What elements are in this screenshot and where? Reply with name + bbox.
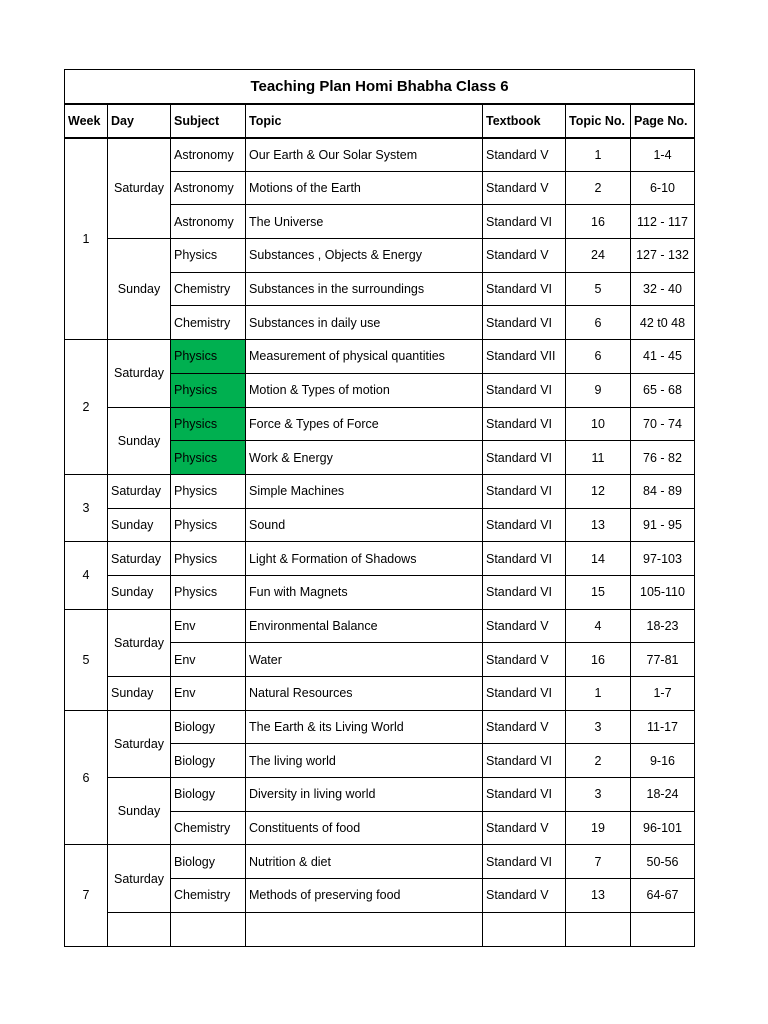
topic-cell: Force & Types of Force: [246, 407, 483, 441]
textbook-cell: Standard VI: [483, 205, 566, 239]
textbook-cell: Standard VI: [483, 407, 566, 441]
topic-no-cell: 9: [566, 373, 631, 407]
subject-cell: Biology: [171, 710, 246, 744]
page-no-cell: 112 - 117: [631, 205, 695, 239]
topic-no-cell: 16: [566, 643, 631, 677]
textbook-cell: Standard V: [483, 138, 566, 172]
topic-no-cell: [566, 912, 631, 946]
topic-cell: Constituents of food: [246, 811, 483, 845]
subject-cell: Physics: [171, 508, 246, 542]
table-row: [65, 407, 695, 441]
topic-cell: Substances in daily use: [246, 306, 483, 340]
textbook-cell: Standard V: [483, 710, 566, 744]
subject-cell: Chemistry: [171, 811, 246, 845]
topic-no-cell: 7: [566, 845, 631, 879]
textbook-cell: Standard VI: [483, 677, 566, 711]
day-cell: Saturday: [108, 474, 171, 508]
topic-no-cell: 2: [566, 744, 631, 778]
page-no-cell: 64-67: [631, 879, 695, 913]
topic-no-cell: 6: [566, 306, 631, 340]
table-row: [65, 138, 695, 172]
table-row: [65, 912, 695, 946]
subject-cell: Physics: [171, 575, 246, 609]
textbook-cell: Standard VI: [483, 441, 566, 475]
subject-cell: Physics: [171, 373, 246, 407]
textbook-cell: Standard V: [483, 609, 566, 643]
subject-cell: Chemistry: [171, 272, 246, 306]
header-day: Day: [108, 104, 171, 138]
topic-cell: Motion & Types of motion: [246, 373, 483, 407]
table-row: [65, 239, 695, 273]
page-no-cell: 76 - 82: [631, 441, 695, 475]
header-row: [65, 104, 695, 138]
topic-no-cell: 6: [566, 340, 631, 374]
table-row: [65, 845, 695, 879]
page-no-cell: 18-24: [631, 778, 695, 812]
topic-cell: Work & Energy: [246, 441, 483, 475]
topic-no-cell: 24: [566, 239, 631, 273]
table-row: [65, 609, 695, 643]
topic-no-cell: 16: [566, 205, 631, 239]
textbook-cell: Standard VII: [483, 340, 566, 374]
textbook-cell: Standard V: [483, 879, 566, 913]
day-cell: Sunday: [108, 508, 171, 542]
topic-cell: Simple Machines: [246, 474, 483, 508]
day-cell: Saturday: [108, 340, 171, 407]
header-textbook: Textbook: [483, 104, 566, 138]
table-body: [65, 138, 695, 947]
table-row: [65, 508, 695, 542]
textbook-cell: Standard VI: [483, 508, 566, 542]
textbook-cell: Standard VI: [483, 744, 566, 778]
day-cell: Saturday: [108, 609, 171, 676]
subject-cell: Chemistry: [171, 306, 246, 340]
subject-cell: Physics: [171, 340, 246, 374]
subject-cell: Env: [171, 609, 246, 643]
topic-cell: Measurement of physical quantities: [246, 340, 483, 374]
day-cell: Saturday: [108, 710, 171, 777]
page-no-cell: 6-10: [631, 171, 695, 205]
subject-cell: Physics: [171, 407, 246, 441]
page-no-cell: 77-81: [631, 643, 695, 677]
page-no-cell: 105-110: [631, 575, 695, 609]
subject-cell: [171, 912, 246, 946]
header-week: Week: [65, 104, 108, 138]
page-no-cell: 96-101: [631, 811, 695, 845]
subject-cell: Env: [171, 643, 246, 677]
day-cell: Sunday: [108, 778, 171, 845]
subject-cell: Chemistry: [171, 879, 246, 913]
subject-cell: Biology: [171, 778, 246, 812]
page-no-cell: 70 - 74: [631, 407, 695, 441]
topic-cell: Substances , Objects & Energy: [246, 239, 483, 273]
day-cell: [108, 912, 171, 946]
textbook-cell: Standard VI: [483, 474, 566, 508]
topic-no-cell: 15: [566, 575, 631, 609]
subject-cell: Physics: [171, 474, 246, 508]
topic-cell: The Earth & its Living World: [246, 710, 483, 744]
teaching-plan-table: [64, 69, 695, 947]
topic-cell: Water: [246, 643, 483, 677]
table-row: [65, 710, 695, 744]
topic-cell: Substances in the surroundings: [246, 272, 483, 306]
textbook-cell: Standard VI: [483, 306, 566, 340]
table-row: [65, 778, 695, 812]
table-title: Teaching Plan Homi Bhabha Class 6: [65, 70, 695, 104]
topic-cell: The Universe: [246, 205, 483, 239]
topic-cell: Environmental Balance: [246, 609, 483, 643]
day-cell: Sunday: [108, 239, 171, 340]
topic-no-cell: 5: [566, 272, 631, 306]
page-no-cell: [631, 912, 695, 946]
textbook-cell: Standard V: [483, 811, 566, 845]
topic-cell: Fun with Magnets: [246, 575, 483, 609]
page-no-cell: 91 - 95: [631, 508, 695, 542]
day-cell: Saturday: [108, 845, 171, 912]
textbook-cell: Standard VI: [483, 272, 566, 306]
subject-cell: Physics: [171, 441, 246, 475]
page-no-cell: 42 t0 48: [631, 306, 695, 340]
topic-no-cell: 12: [566, 474, 631, 508]
topic-cell: Sound: [246, 508, 483, 542]
page-no-cell: 18-23: [631, 609, 695, 643]
topic-no-cell: 13: [566, 508, 631, 542]
topic-no-cell: 13: [566, 879, 631, 913]
topic-no-cell: 10: [566, 407, 631, 441]
week-cell: 2: [65, 340, 108, 475]
page-no-cell: 65 - 68: [631, 373, 695, 407]
topic-cell: Light & Formation of Shadows: [246, 542, 483, 576]
week-cell: 3: [65, 474, 108, 541]
table-row: [65, 542, 695, 576]
page-no-cell: 1-7: [631, 677, 695, 711]
textbook-cell: Standard V: [483, 171, 566, 205]
textbook-cell: Standard VI: [483, 575, 566, 609]
table-row: [65, 340, 695, 374]
topic-cell: [246, 912, 483, 946]
header-page-no: Page No.: [631, 104, 695, 138]
week-cell: 6: [65, 710, 108, 845]
topic-no-cell: 3: [566, 710, 631, 744]
page-no-cell: 1-4: [631, 138, 695, 172]
header-topic-no: Topic No.: [566, 104, 631, 138]
page-no-cell: 41 - 45: [631, 340, 695, 374]
topic-no-cell: 4: [566, 609, 631, 643]
week-cell: 7: [65, 845, 108, 946]
topic-no-cell: 1: [566, 677, 631, 711]
topic-cell: Natural Resources: [246, 677, 483, 711]
week-cell: 5: [65, 609, 108, 710]
topic-cell: Methods of preserving food: [246, 879, 483, 913]
page-no-cell: 97-103: [631, 542, 695, 576]
textbook-cell: Standard VI: [483, 778, 566, 812]
textbook-cell: [483, 912, 566, 946]
page-no-cell: 84 - 89: [631, 474, 695, 508]
day-cell: Saturday: [108, 542, 171, 576]
page-no-cell: 9-16: [631, 744, 695, 778]
day-cell: Saturday: [108, 138, 171, 239]
week-cell: 4: [65, 542, 108, 609]
table-row: [65, 575, 695, 609]
textbook-cell: Standard V: [483, 239, 566, 273]
subject-cell: Astronomy: [171, 205, 246, 239]
topic-no-cell: 19: [566, 811, 631, 845]
header-topic: Topic: [246, 104, 483, 138]
textbook-cell: Standard VI: [483, 373, 566, 407]
topic-cell: Diversity in living world: [246, 778, 483, 812]
subject-cell: Astronomy: [171, 138, 246, 172]
topic-no-cell: 3: [566, 778, 631, 812]
textbook-cell: Standard VI: [483, 542, 566, 576]
table-row: [65, 474, 695, 508]
page-no-cell: 127 - 132: [631, 239, 695, 273]
page-no-cell: 11-17: [631, 710, 695, 744]
topic-no-cell: 14: [566, 542, 631, 576]
topic-no-cell: 11: [566, 441, 631, 475]
table-row: [65, 677, 695, 711]
page-no-cell: 50-56: [631, 845, 695, 879]
day-cell: Sunday: [108, 407, 171, 474]
textbook-cell: Standard V: [483, 643, 566, 677]
topic-no-cell: 2: [566, 171, 631, 205]
header-subject: Subject: [171, 104, 246, 138]
page-no-cell: 32 - 40: [631, 272, 695, 306]
subject-cell: Biology: [171, 744, 246, 778]
week-cell: 1: [65, 138, 108, 340]
topic-cell: The living world: [246, 744, 483, 778]
topic-cell: Motions of the Earth: [246, 171, 483, 205]
topic-no-cell: 1: [566, 138, 631, 172]
day-cell: Sunday: [108, 575, 171, 609]
subject-cell: Astronomy: [171, 171, 246, 205]
subject-cell: Biology: [171, 845, 246, 879]
textbook-cell: Standard VI: [483, 845, 566, 879]
topic-cell: Our Earth & Our Solar System: [246, 138, 483, 172]
topic-cell: Nutrition & diet: [246, 845, 483, 879]
subject-cell: Physics: [171, 239, 246, 273]
subject-cell: Physics: [171, 542, 246, 576]
subject-cell: Env: [171, 677, 246, 711]
day-cell: Sunday: [108, 677, 171, 711]
